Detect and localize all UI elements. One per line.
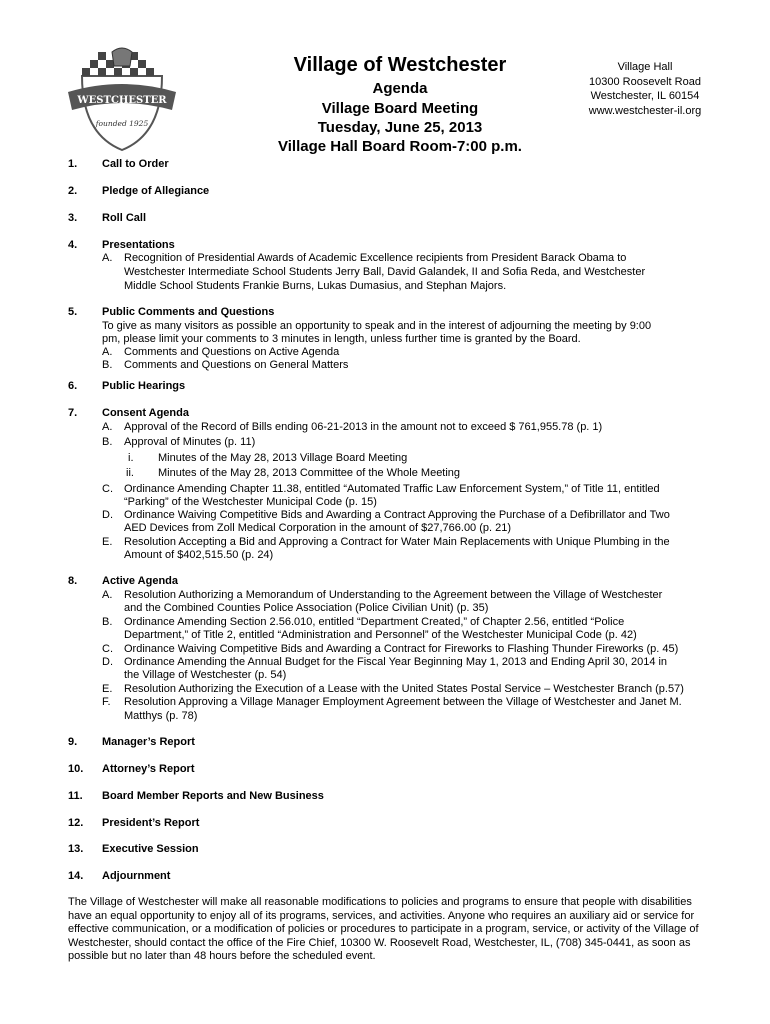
meeting-location: Village Hall Board Room-7:00 p.m. [278, 138, 522, 155]
address-line: 10300 Roosevelt Road [589, 75, 701, 88]
notice-line: possible but no later than 48 hours before the scheduled event. [68, 950, 376, 963]
page-title: Village of Westchester [293, 54, 507, 76]
item-heading: Board Member Reports and New Business [102, 790, 324, 802]
item-heading: Active Agenda [102, 575, 179, 587]
sub-text: “Parking” of the Westchester Municipal Code (p. 15) [124, 496, 377, 508]
sub-letter: B. [102, 359, 113, 371]
sub-letter: A. [102, 346, 113, 358]
sub-letter: D. [102, 509, 113, 521]
item-number: 1. [68, 158, 78, 170]
sub-text: and the Combined Counties Police Association (Police Civilian Unit) (p. 35) [124, 602, 489, 614]
item-number: 13. [68, 843, 84, 855]
meeting-date: Tuesday, June 25, 2013 [317, 119, 483, 136]
item-number: 10. [68, 763, 84, 775]
sub-letter: C. [102, 643, 113, 655]
item-number: 11. [68, 790, 83, 802]
logo-banner-text: WESTCHESTER [77, 95, 167, 106]
sub-text: Approval of Minutes (p. 11) [124, 436, 256, 448]
body-text: pm, please limit your comments to 3 minutes in length, unless further time is granted by the Board. [102, 333, 581, 345]
sub-letter: A. [102, 252, 113, 264]
sub-text: Comments and Questions on General Matters [124, 359, 349, 371]
sub-text: Recognition of Presidential Awards of Academic Excellence recipients from President Barack Obama to [124, 252, 627, 264]
sub-text: Minutes of the May 28, 2013 Village Board Meeting [158, 452, 408, 464]
item-number: 4. [68, 239, 78, 251]
sub-text: Middle School Students Frankie Burns, Lukas Dumasius, and Stephan Majors. [124, 280, 507, 292]
item-heading: Adjournment [102, 870, 171, 882]
item-number: 9. [68, 736, 78, 748]
item-number: 2. [68, 185, 78, 197]
sub-text: Ordinance Amending Chapter 11.38, entitled “Automated Traffic Law Enforcement System,” of Title 11, entitled [124, 483, 660, 495]
item-heading: Roll Call [102, 212, 147, 224]
roman-numeral: i. [128, 452, 134, 464]
item-number: 8. [68, 575, 78, 587]
item-number: 6. [68, 380, 78, 392]
sub-text: Resolution Approving a Village Manager Employment Agreement between the Village of Westchester and Janet M. [124, 696, 682, 708]
item-heading: Public Comments and Questions [102, 306, 275, 318]
logo-founded-text: founded 1925 [95, 119, 149, 128]
sub-letter: B. [102, 616, 113, 628]
address-line: Westchester, IL 60154 [590, 90, 700, 102]
item-number: 7. [68, 407, 78, 419]
sub-text: Approval of the Record of Bills ending 06-21-2013 in the amount not to exceed $ 761,955.78 (p. 1) [124, 421, 603, 433]
item-number: 12. [68, 817, 84, 829]
sub-letter: E. [102, 536, 113, 548]
sub-letter: A. [102, 421, 113, 433]
sub-text: Resolution Accepting a Bid and Approving a Contract for Water Main Replacements with Unique Plumbing in the [124, 536, 670, 548]
item-number: 14. [68, 870, 84, 882]
sub-text: Department,” of Title 2, entitled “Administration and Personnel” of the Westchester Municipal Code (p. 42) [124, 629, 637, 641]
item-heading: Presentations [102, 239, 175, 251]
sub-text: Ordinance Amending Section 2.56.010, entitled “Department Created,” of Chapter 2.56, entitled “Police [124, 616, 625, 628]
item-number: 3. [68, 212, 78, 224]
sub-text: Westchester Intermediate School Students Jerry Ball, David Galandek, II and Sofia Reda, and Westchester [124, 266, 646, 278]
sub-letter: C. [102, 483, 113, 495]
sub-text: AED Devices from Zoll Medical Corporation in the amount of $27,766.00 (p. 21) [124, 522, 512, 534]
item-heading: Manager’s Report [102, 736, 195, 748]
sub-text: Resolution Authorizing the Execution of a Lease with the United States Postal Service – Westchester Branch (p.57) [124, 683, 684, 695]
address-line: Village Hall [617, 61, 673, 73]
sub-letter: D. [102, 656, 113, 668]
website-link[interactable]: www.westchester-il.org [588, 104, 702, 117]
notice-line: Westchester, should contact the office of the Fire Chief, 10300 W. Roosevelt Road, Westchester, IL, (708) 345-0441, as soon as [68, 936, 691, 949]
sub-text: Ordinance Waiving Competitive Bids and Awarding a Contract for Fireworks to Flashing Thunder Fireworks (p. 45) [124, 643, 679, 655]
item-heading: President’s Report [102, 817, 200, 829]
sub-text: Minutes of the May 28, 2013 Committee of the Whole Meeting [158, 467, 461, 479]
item-heading: Call to Order [102, 158, 169, 170]
sub-text: Ordinance Amending the Annual Budget for the Fiscal Year Beginning May 1, 2013 and Ending April 30, 2014 in [124, 656, 668, 668]
sub-text: Ordinance Waiving Competitive Bids and Awarding a Contract Approving the Purchase of a Defibrillator and Two [124, 509, 670, 521]
item-heading: Pledge of Allegiance [102, 185, 210, 197]
body-text: To give as many visitors as possible an opportunity to speak and in the interest of adjourning the meeting by 9:00 [102, 320, 652, 332]
sub-letter: A. [102, 589, 113, 601]
sub-text: Matthys (p. 78) [124, 710, 198, 722]
sub-text: Amount of $402,515.50 (p. 24) [124, 549, 274, 561]
sub-letter: E. [102, 683, 113, 695]
title-block [255, 54, 545, 156]
notice-line: The Village of Westchester will make all reasonable modifications to policies and programs to ensure that people with disabilities [68, 896, 692, 908]
item-heading: Attorney’s Report [102, 763, 195, 775]
village-logo [62, 46, 182, 154]
sub-letter: F. [102, 696, 111, 708]
item-number: 5. [68, 306, 78, 318]
accessibility-notice [68, 896, 708, 964]
sub-text: Comments and Questions on Active Agenda [124, 346, 340, 358]
sub-letter: B. [102, 436, 113, 448]
address-block [570, 60, 720, 118]
sub-text: Resolution Authorizing a Memorandum of Understanding to the Agreement between the Village of Westchester [124, 589, 663, 601]
agenda-label: Agenda [372, 80, 428, 97]
notice-line: effective communication, or a modification of policies or procedures to participate in a program, service, or activity of the Village of [68, 923, 699, 936]
item-heading: Public Hearings [102, 380, 186, 392]
sub-text: the Village of Westchester (p. 54) [124, 669, 287, 681]
meeting-type: Village Board Meeting [321, 100, 479, 117]
item-heading: Consent Agenda [102, 407, 189, 419]
notice-line: have an equal opportunity to enjoy all of its programs, services, and activities. Anyone who requires an auxiliary aid or service for [68, 909, 695, 922]
roman-numeral: ii. [126, 467, 134, 479]
item-heading: Executive Session [102, 843, 199, 855]
